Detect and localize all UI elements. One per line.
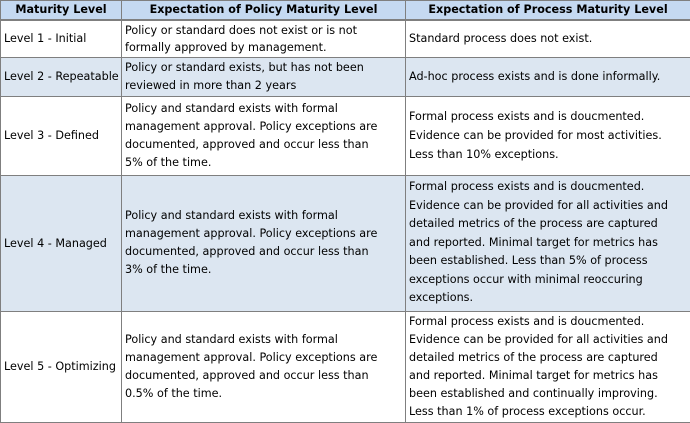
policy-line: management approval. Policy exceptions are	[125, 118, 403, 136]
table-row	[1, 57, 690, 96]
table-row	[1, 96, 690, 175]
process-cell	[406, 57, 690, 96]
process-cell	[406, 175, 690, 311]
process-line: Less than 1% of process exceptions occur.	[409, 403, 688, 421]
policy-line: Policy and standard exists with formal	[125, 207, 403, 225]
process-line: Standard process does not exist.	[409, 29, 688, 48]
level-cell: Level 1 - Initial	[1, 20, 122, 57]
process-line: been established and continually improving.	[409, 385, 688, 403]
table-row	[1, 311, 690, 422]
policy-line: 3% of the time.	[125, 261, 403, 279]
level-cell: Level 5 - Optimizing	[1, 311, 122, 422]
process-cell	[406, 311, 690, 422]
process-line: exceptions occur with minimal reoccuring	[409, 271, 688, 290]
process-cell	[406, 96, 690, 175]
header-row	[1, 1, 690, 21]
process-line: and reported. Minimal target for metrics has	[409, 367, 688, 385]
process-line: Formal process exists and is doucmented.	[409, 313, 688, 331]
policy-line: 0.5% of the time.	[125, 385, 403, 403]
policy-cell	[122, 175, 406, 311]
process-line: Evidence can be provided for all activities and	[409, 331, 688, 349]
policy-line: reviewed in more than 2 years	[125, 77, 403, 95]
process-line: Ad-hoc process exists and is done informally.	[409, 67, 688, 86]
policy-line: management approval. Policy exceptions are	[125, 349, 403, 367]
process-line: and reported. Minimal target for metrics has	[409, 234, 688, 253]
process-line: Formal process exists and is doucmented.	[409, 178, 688, 197]
policy-line: documented, approved and occur less than	[125, 367, 403, 385]
level-cell: Level 4 - Managed	[1, 175, 122, 311]
process-line: Formal process exists and is doucmented.	[409, 107, 688, 126]
policy-line: documented, approved and occur less than	[125, 243, 403, 261]
process-line: exceptions.	[409, 289, 688, 308]
policy-line: 5% of the time.	[125, 154, 403, 172]
header-policy-expectation: Expectation of Policy Maturity Level	[122, 1, 406, 21]
process-line: Less than 10% exceptions.	[409, 145, 688, 164]
level-cell: Level 3 - Defined	[1, 96, 122, 175]
policy-line: Policy and standard exists with formal	[125, 331, 403, 349]
process-line: detailed metrics of the process are captured	[409, 349, 688, 367]
policy-cell	[122, 20, 406, 57]
policy-line: management approval. Policy exceptions are	[125, 225, 403, 243]
policy-line: documented, approved and occur less than	[125, 136, 403, 154]
policy-line: Policy or standard exists, but has not been	[125, 59, 403, 77]
policy-line: formally approved by management.	[125, 39, 403, 56]
table-row	[1, 20, 690, 57]
policy-cell	[122, 57, 406, 96]
header-process-expectation: Expectation of Process Maturity Level	[406, 1, 690, 21]
policy-line: Policy and standard exists with formal	[125, 100, 403, 118]
header-maturity-level: Maturity Level	[1, 1, 122, 21]
policy-cell	[122, 96, 406, 175]
process-line: detailed metrics of the process are captured	[409, 215, 688, 234]
table-row	[1, 175, 690, 311]
policy-line: Policy or standard does not exist or is not	[125, 22, 403, 39]
policy-cell	[122, 311, 406, 422]
process-cell	[406, 20, 690, 57]
level-cell: Level 2 - Repeatable	[1, 57, 122, 96]
process-line: been established. Less than 5% of process	[409, 252, 688, 271]
process-line: Evidence can be provided for all activities and	[409, 197, 688, 216]
process-line: Evidence can be provided for most activities.	[409, 126, 688, 145]
